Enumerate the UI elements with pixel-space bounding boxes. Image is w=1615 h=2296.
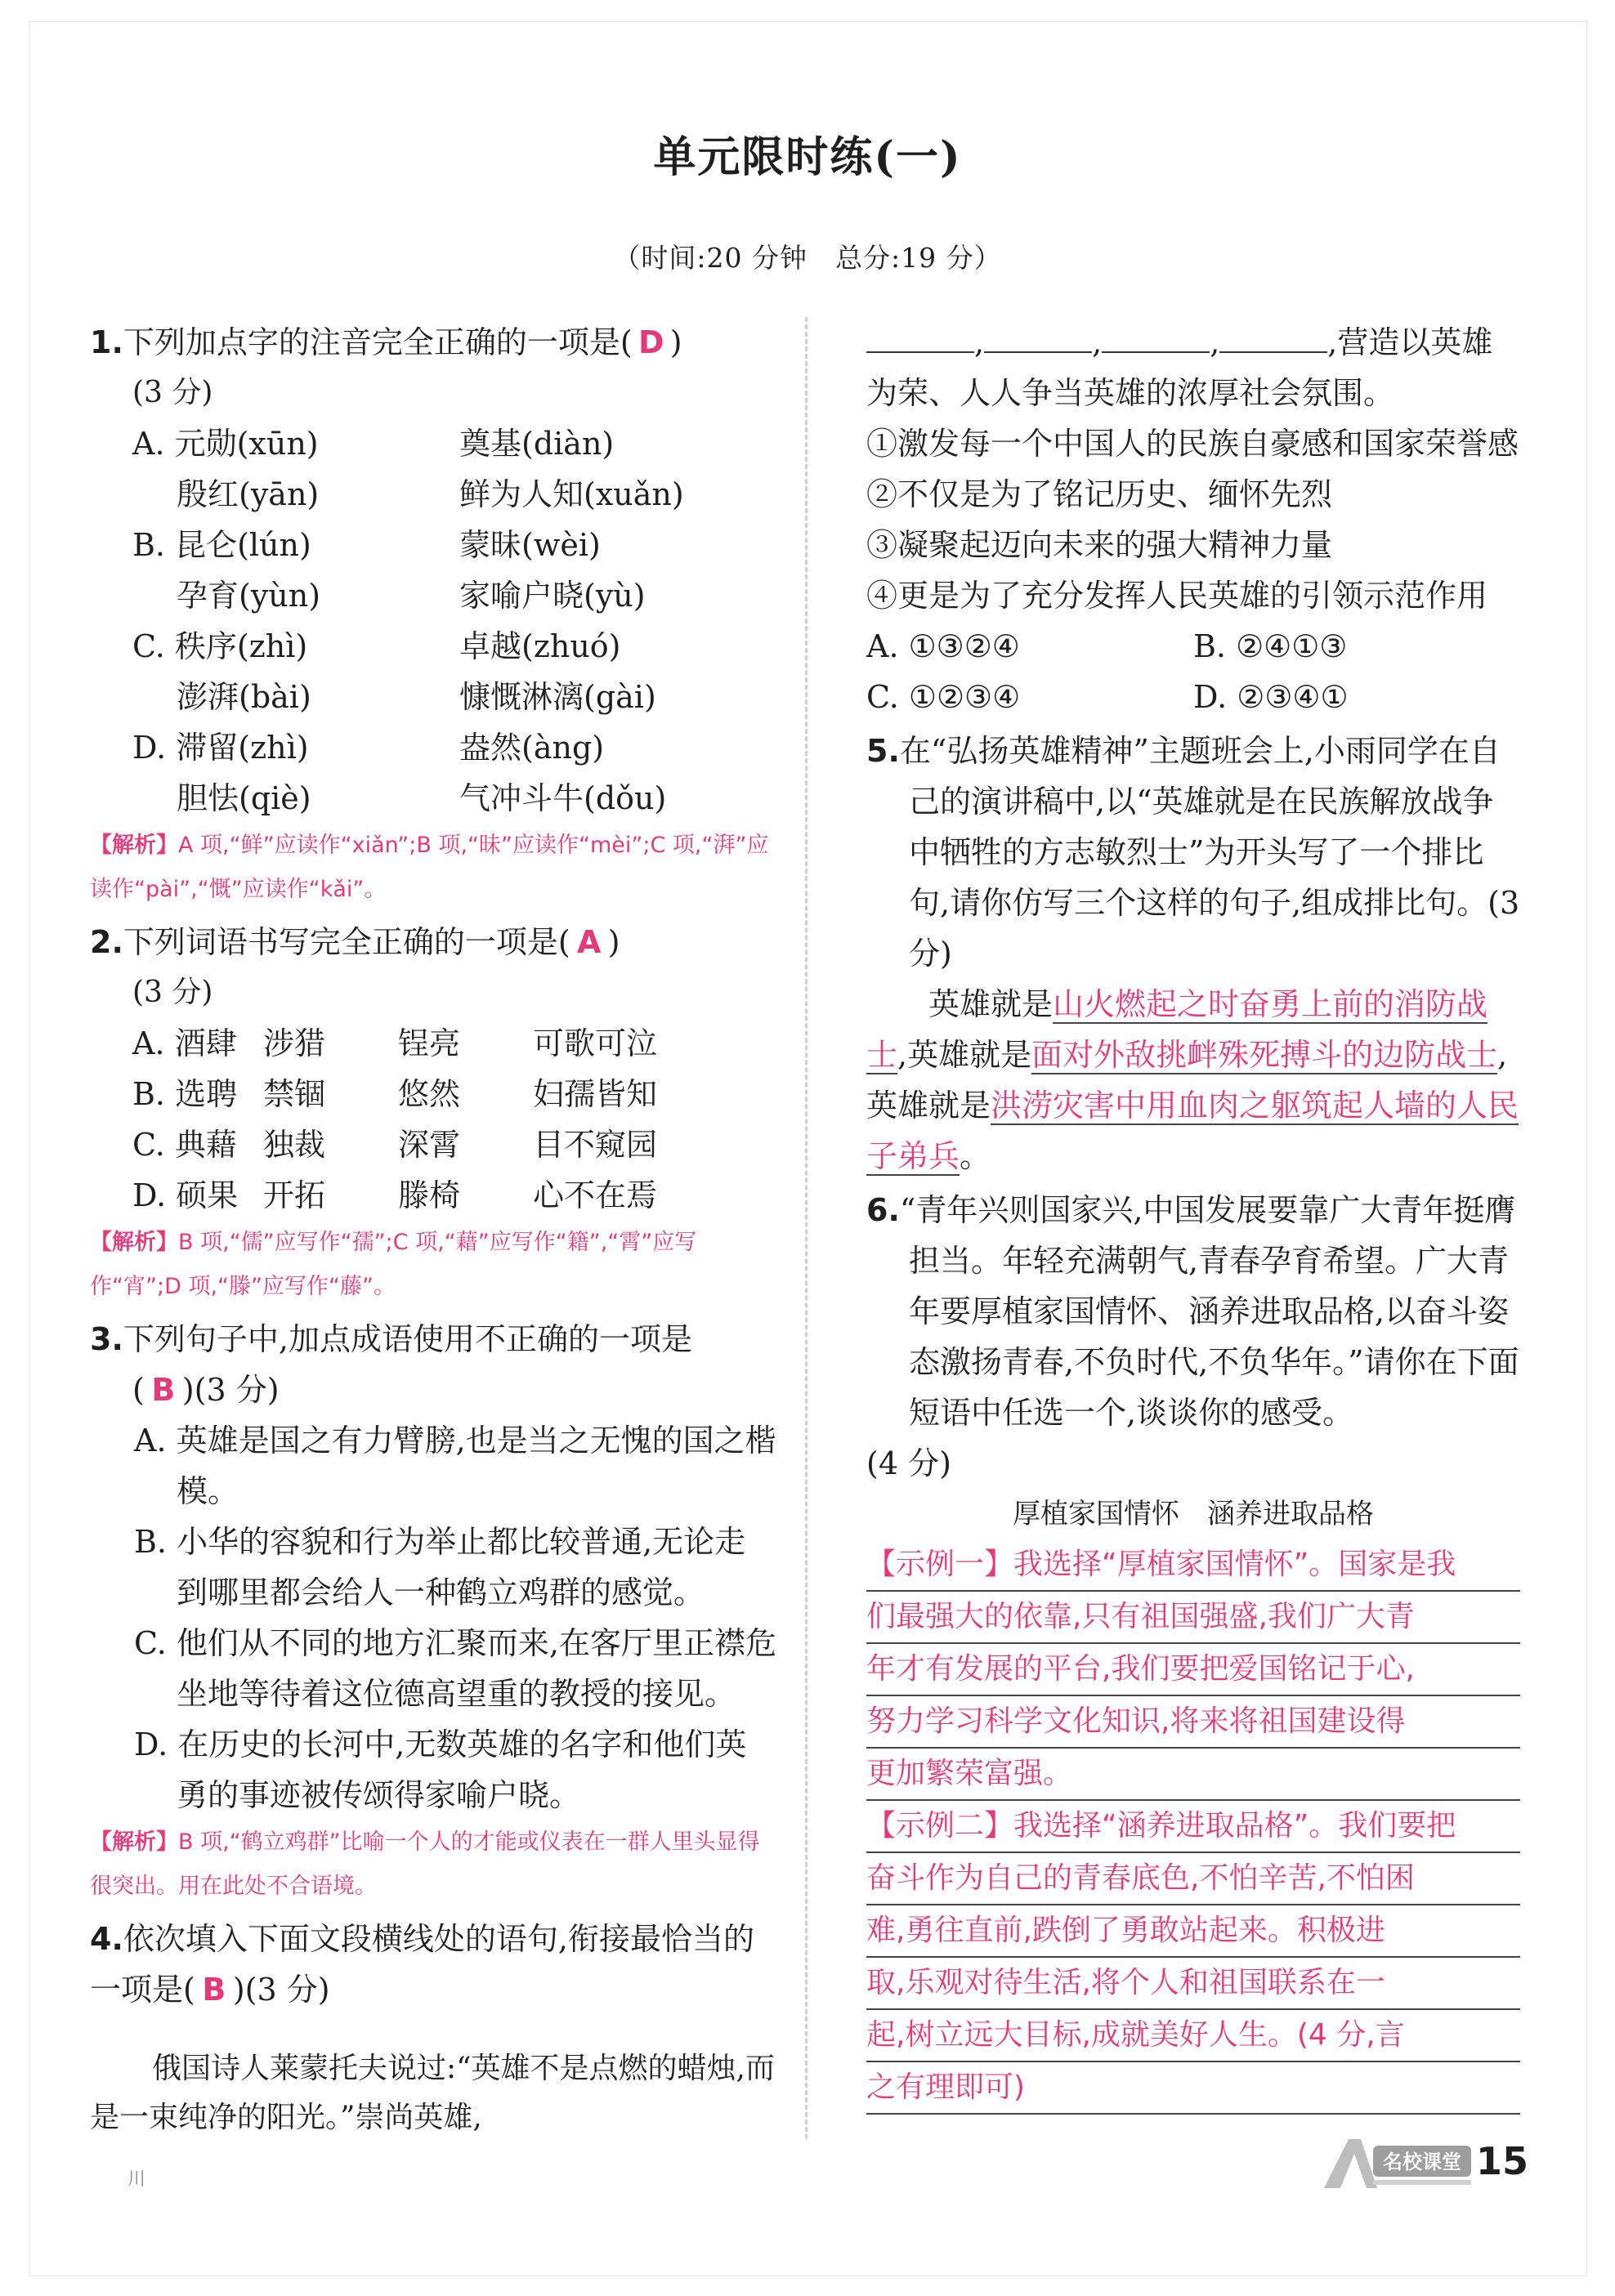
answer-mark: B — [202, 1972, 226, 2008]
option-text: 卓越(zhuó) — [459, 628, 621, 664]
answer-line: 【示例一】我选择“厚植家国情怀”。国家是我 — [866, 1539, 1520, 1592]
answer-lead: 英雄就是 — [928, 986, 1054, 1022]
option-row — [90, 418, 776, 469]
answer-line: 更加繁荣富强。 — [866, 1749, 1520, 1801]
option-text: 涉猎 — [263, 1025, 326, 1061]
option-text: 气冲斗牛(dǒu) — [459, 780, 667, 816]
answer-line: 起,树立远大目标,成就美好人生。(4 分,言 — [866, 2010, 1520, 2062]
option-text: 目不窥园 — [533, 1127, 658, 1163]
answer-line: 们最强大的依靠,只有祖国强盛,我们广大青 — [866, 1592, 1520, 1644]
option-text: 妇孺皆知 — [533, 1076, 658, 1112]
answer-lead: ,英雄就是 — [897, 1037, 1032, 1073]
option-text: 禁锢 — [263, 1076, 326, 1112]
option-text: A. 酒肆 — [132, 1025, 237, 1061]
question-score: (4 分) — [866, 1445, 951, 1481]
answer-text: 山火燃起之时奋勇上前的消防战士 — [866, 986, 1488, 1073]
option-text: 可歌可泣 — [533, 1025, 658, 1061]
answer-line: 之有理即可) — [866, 2062, 1520, 2115]
analysis-tag: 【解析】 — [90, 1230, 178, 1255]
fill-blank[interactable] — [1219, 319, 1327, 353]
answer-text: 面对外敌挑衅殊死搏斗的边防战士 — [1031, 1037, 1498, 1073]
example-answer-1 — [866, 1539, 1520, 1801]
option-text: A. 元勋(xūn) — [132, 426, 319, 462]
question-3 — [90, 1314, 776, 1909]
option-text: 心不在焉 — [533, 1177, 658, 1213]
analysis-text: B 项,“儒”应写作“孺”;C 项,“藉”应写作“籍”,“霄”应写作“宵”;D 项,“滕”应写作“藤”。 — [90, 1230, 697, 1299]
option-row — [90, 773, 776, 824]
option-text: D. 硕果 — [132, 1177, 239, 1213]
choice-text: B. ②④①③ — [1193, 628, 1348, 664]
option-text: B. 昆仑(lún) — [132, 527, 311, 563]
passage-text: 俄国诗人莱蒙托夫说过:“英雄不是点燃的蜡烛,而是一束纯净的阳光。”崇尚英雄, — [90, 2052, 775, 2134]
analysis-note — [90, 1221, 776, 1309]
answer-text: 洪涝灾害中用血肉之躯筑起人墙的人民子弟兵 — [866, 1088, 1519, 1174]
option-text: 锃亮 — [398, 1025, 461, 1061]
question-close: )(3 分) — [232, 1972, 330, 2008]
option-text: D. 滞留(zhì) — [132, 730, 309, 766]
option-row — [90, 722, 776, 773]
question-4-continued: , , , ,营造以英雄为荣、人人争当英雄的浓厚社会氛围。 ①激发每一个中国人的民族自豪感和国家荣誉感 ②不仅是为了铭记历史、缅怀先烈 ③凝聚起迈向未来的强大精神力量 ④更是为了充分发挥人民英雄的引领示范作用 A. ①③②④ B. ②④①③ C. ①②③④ D. ②③④① — [866, 317, 1520, 722]
answer-mark: A — [577, 924, 602, 960]
page-subtitle: （时间:20 分钟 总分:19 分） — [613, 242, 1002, 274]
option-text: 深霄 — [398, 1127, 461, 1163]
option-text: 奠基(diàn) — [459, 426, 615, 462]
option-text: 家喻户晓(yù) — [459, 578, 646, 614]
option-text: 鲜为人知(xuǎn) — [459, 476, 684, 512]
option-text: 悠然 — [398, 1076, 461, 1112]
question-number: 1. — [90, 324, 123, 360]
answer-mark: D — [638, 324, 664, 360]
answer-end: 。 — [960, 1138, 991, 1174]
choice-row — [866, 672, 1520, 722]
option-text: 盎然(àng) — [459, 730, 605, 766]
option-text: 胆怯(qiè) — [177, 780, 311, 816]
left-column — [90, 317, 776, 2172]
option-row — [90, 672, 776, 722]
question-number: 3. — [90, 1321, 123, 1357]
answer-mark: B — [151, 1372, 176, 1408]
answer-line: 【示例二】我选择“涵养进取品格”。我们要把 — [866, 1801, 1520, 1853]
answer-line: 奋斗作为自己的青春底色,不怕辛苦,不怕困 — [866, 1853, 1520, 1905]
option-text: B. 选聘 — [132, 1076, 238, 1112]
question-number: 4. — [90, 1921, 123, 1957]
question-6 — [866, 1185, 1520, 2115]
question-stem: “青年兴则国家兴,中国发展要靠广大青年挺膺担当。年轻充满朝气,青春孕育希望。广大青年要厚植家国情怀、涵养进取品格,以奋斗姿态激扬青春,不负时代,不负华年。”请你在下面短语中任选一个,谈谈你的感受。 — [899, 1192, 1519, 1431]
footer-mark: 川 — [128, 2169, 146, 2190]
analysis-note — [90, 824, 776, 912]
option-row — [90, 1119, 776, 1170]
fill-blank[interactable] — [984, 319, 1092, 353]
answer-line: 年才有发展的平台,我们要把爱国铭记于心, — [866, 1644, 1520, 1696]
question-4 — [90, 1914, 776, 2142]
analysis-note — [90, 1820, 776, 1909]
option-text: 澎湃(bài) — [177, 679, 311, 715]
answer-line: 努力学习科学文化知识,将来将祖国建设得 — [866, 1696, 1520, 1749]
phrase-options: 厚植家国情怀 涵养进取品格 — [1013, 1498, 1374, 1530]
column-divider — [805, 317, 808, 2139]
analysis-text: B 项,“鹤立鸡群”比喻一个人的才能或仪表在一群人里头显得很突出。用在此处不合语境。 — [90, 1829, 760, 1899]
choice-row — [866, 621, 1520, 672]
page-number: 15 — [1476, 2139, 1529, 2183]
statement-item: ④更是为了充分发挥人民英雄的引领示范作用 — [866, 578, 1488, 614]
example-answer-2 — [866, 1801, 1520, 2115]
option-text: C. 他们从不同的地方汇聚而来,在客厅里正襟危坐地等待着这位德高望重的教授的接见。 — [134, 1625, 776, 1712]
choice-text: A. ①③②④ — [866, 628, 1020, 664]
question-close: )(3 分) — [181, 1372, 280, 1408]
option-text: 慷慨淋漓(gài) — [459, 679, 656, 715]
question-score: (3 分) — [132, 976, 213, 1009]
answer-lead: ,英雄就是 — [866, 1037, 1508, 1123]
question-open: ( — [132, 1372, 145, 1408]
statement-item: ③凝聚起迈向未来的强大精神力量 — [866, 527, 1333, 563]
question-stem: 依次填入下面文段横线处的语句,衔接最恰当的一项是( — [90, 1921, 754, 2008]
option-text: 独裁 — [263, 1127, 326, 1163]
option-text: 殷红(yān) — [177, 476, 320, 512]
question-number: 2. — [90, 924, 123, 960]
statement-item: ②不仅是为了铭记历史、缅怀先烈 — [866, 476, 1333, 512]
option-row — [90, 1170, 776, 1221]
question-number: 5. — [866, 733, 900, 769]
question-stem: 下列句子中,加点成语使用不正确的一项是 — [123, 1321, 692, 1357]
option-row — [90, 1018, 776, 1069]
option-row — [90, 570, 776, 621]
question-stem: 下列词语书写完全正确的一项是( — [123, 924, 570, 960]
question-5 — [866, 726, 1520, 1182]
option-text: 滕椅 — [398, 1177, 461, 1213]
statement-item: ①激发每一个中国人的民族自豪感和国家荣誉感 — [866, 426, 1519, 462]
right-column — [866, 317, 1520, 2115]
question-stem: 下列加点字的注音完全正确的一项是( — [123, 324, 633, 360]
option-text: 孕育(yùn) — [177, 578, 321, 614]
answer-line: 难,勇往直前,跌倒了勇敢站起来。积极进 — [866, 1905, 1520, 1958]
option-text: A. 英雄是国之有力臂膀,也是当之无愧的国之楷模。 — [134, 1423, 776, 1509]
answer-line: 取,乐观对待生活,将个人和祖国联系在一 — [866, 1958, 1520, 2010]
analysis-text: A 项,“鲜”应读作“xiǎn”;B 项,“昧”应读作“mèi”;C 项,“湃”应读作“pài”,“慨”应读作“kǎi”。 — [90, 833, 769, 902]
choice-text: D. ②③④① — [1193, 679, 1349, 715]
question-1 — [90, 317, 776, 912]
option-text: B. 小华的容貌和行为举止都比较普通,无论走到哪里都会给人一种鹤立鸡群的感觉。 — [134, 1524, 746, 1610]
brand-logo-icon — [1316, 2131, 1479, 2196]
page-title: 单元限时练(一) — [653, 132, 962, 182]
passage-text: ,营造以英雄为荣、人人争当英雄的浓厚社会氛围。 — [866, 324, 1493, 411]
fill-blank[interactable] — [1102, 319, 1210, 353]
option-row — [90, 520, 776, 570]
choice-text: C. ①②③④ — [866, 679, 1021, 715]
option-row — [90, 621, 776, 672]
option-text: C. 典藉 — [132, 1127, 237, 1163]
question-close: ) — [669, 324, 682, 360]
option-text: C. 秩序(zhì) — [132, 628, 308, 664]
svg-text:名校课堂: 名校课堂 — [1383, 2151, 1461, 2173]
analysis-tag: 【解析】 — [90, 833, 178, 858]
question-stem: 在“弘扬英雄精神”主题班会上,小雨同学在自己的演讲稿中,以“英雄就是在民族解放战争中牺牲的方志敏烈士”为开头写了一个排比句,请你仿写三个这样的句子,组成排比句。(3 分) — [899, 733, 1520, 972]
fill-blank[interactable] — [866, 319, 974, 353]
option-text: 蒙昧(wèi) — [459, 527, 601, 563]
question-close: ) — [607, 924, 620, 960]
option-row — [90, 1069, 776, 1119]
option-row — [90, 469, 776, 520]
question-2 — [90, 917, 776, 1309]
option-text: D. 在历史的长河中,无数英雄的名字和他们英勇的事迹被传颂得家喻户晓。 — [134, 1726, 747, 1813]
question-score: (3 分) — [132, 376, 213, 409]
question-number: 6. — [866, 1192, 900, 1228]
analysis-tag: 【解析】 — [90, 1829, 178, 1855]
option-text: 开拓 — [263, 1177, 326, 1213]
